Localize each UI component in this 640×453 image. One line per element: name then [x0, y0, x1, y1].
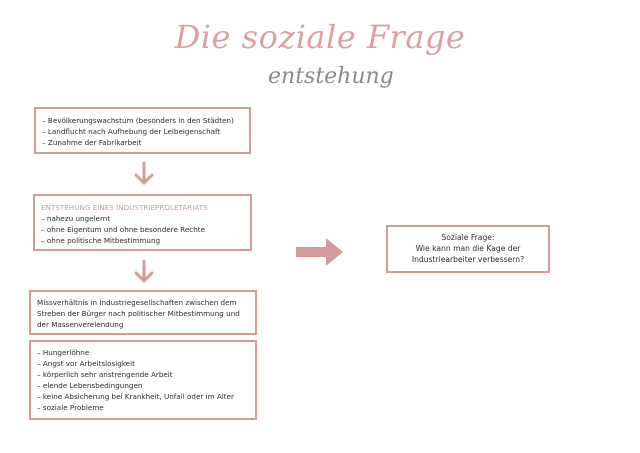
consequences-box [29, 340, 257, 420]
causes-list [42, 115, 243, 148]
diagram-title: Die soziale Frage [174, 18, 466, 56]
question-line: Industriearbeiter verbessern? [411, 255, 525, 264]
question-heading: Soziale Frage: [441, 233, 495, 242]
social-question-box [386, 225, 550, 273]
proletariat-heading: ENTSTEHUNG EINES INDUSTRIEPROLETARIATS [41, 203, 208, 212]
diagram-subtitle: entstehung [268, 64, 394, 89]
imbalance-text: Missverhältnis in Industriegesellschaften zwischen dem Streben der Bürger nach politischer Mitbestimmung und der Massenverelendung [37, 298, 240, 329]
list-item: – Bevölkerungswachstum (besonders in den Städten) [42, 115, 243, 126]
list-item: – elende Lebensbedingungen [37, 380, 249, 391]
imbalance-box [29, 290, 257, 335]
list-item: – Hungerlöhne [37, 347, 249, 358]
proletariat-list [41, 213, 244, 246]
list-item: – Angst vor Arbeitslosigkeit [37, 358, 249, 369]
arrow-down-icon [134, 260, 154, 284]
arrow-right-icon [296, 236, 344, 268]
arrow-down-icon [134, 162, 154, 186]
question-line: Wie kann man die Kage der [415, 244, 521, 253]
list-item: – nahezu ungelernt [41, 213, 244, 224]
consequences-list [37, 347, 249, 413]
proletariat-box [33, 194, 252, 251]
list-item: – keine Absicherung bei Krankheit, Unfall oder im Alter [37, 391, 249, 402]
list-item: – Landflucht nach Aufhebung der Leibeigenschaft [42, 126, 243, 137]
list-item: – soziale Probleme [37, 402, 249, 413]
list-item: – Zunahme der Fabrikarbeit [42, 137, 243, 148]
list-item: – ohne Eigentum und ohne besondere Rechte [41, 224, 244, 235]
list-item: – körperlich sehr anstrengende Arbeit [37, 369, 249, 380]
list-item: – ohne politische Mitbestimmung [41, 235, 244, 246]
causes-box [34, 107, 251, 154]
